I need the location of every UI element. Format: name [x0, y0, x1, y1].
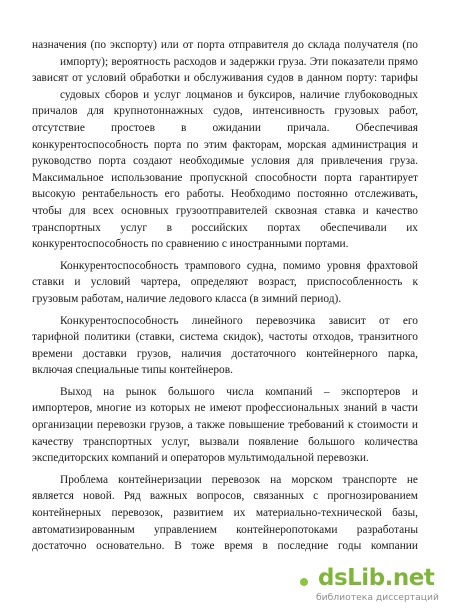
text-line: отсутствие простоев в ожидании причала. Обеспечивая [32, 121, 418, 134]
text-line: достаточно основательно. В тоже время в последние годы компании [32, 540, 418, 553]
text-line: экспедиторских компаний и операторов мультимодальной перевозки. [32, 452, 369, 465]
text-line: качеству транспортных услуг, вызвали появление большого количества [32, 435, 418, 448]
watermark [312, 562, 440, 608]
text-line: высокую рентабельность его работы. Необходимо постоянно отслеживать, [32, 188, 418, 201]
text-line: тарифной политики (ставки, система скидок), частоты отходов, транзитного [32, 331, 418, 344]
watermark-dot-icon [300, 578, 308, 586]
text-line: Конкурентоспособность трампового судна, помимо уровня фрахтовой [60, 259, 418, 272]
text-line: Конкурентоспособность линейного перевозчика зависит от его [60, 314, 418, 327]
text-line: зависят от условий обработки и обслуживания судов в данном порту: тарифы [32, 72, 418, 85]
text-line: организации перевозки грузов, а также повышение требований к стоимости и [32, 419, 418, 432]
watermark-logo: dsLib.net [318, 565, 435, 591]
text-line: импорту); вероятность расходов и задержки груза. Эти показатели прямо [60, 55, 418, 68]
text-line: руководство порта создают необходимые условия для привлечения груза. [32, 155, 418, 168]
body-text [32, 37, 418, 555]
text-line: чтобы для всех основных грузоотправителей сквозная ставка и качество [32, 204, 418, 217]
text-line: Выход на рынок большого числа компаний – экспортеров и [60, 385, 418, 398]
text-line: конкурентоспособность по сравнению с иностранными портами. [32, 238, 349, 251]
text-line: грузовым работам, наличие ледового класса (в зимний период). [32, 292, 342, 305]
text-line: является новой. Ряд важных вопросов, связанных с прогнозированием [32, 490, 418, 503]
text-line: контейнерных перевозок, развитием их материально-технической базы, [32, 507, 418, 520]
text-line: назначения (по экспорту) или от порта отправителя до склада получателя (по [32, 39, 418, 51]
text-line: транспортных услуг в российских портах обеспечивали их [32, 221, 418, 234]
text-line: Максимальное использование пропускной способности порта гарантирует [32, 171, 418, 184]
text-line: импортеров, многие из которых не имеют профессиональных знаний в части [32, 402, 418, 415]
text-line: конкурентоспособность порта по этим факторам, морская администрация и [32, 138, 418, 151]
text-line: автоматизированным управлением контейнеропотоками разработаны [32, 523, 418, 536]
watermark-subtitle: библиотека диссертаций [316, 592, 439, 603]
text-line: причалов для крупнотоннажных судов, интенсивность грузовых работ, [32, 105, 418, 118]
text-line: включая специальные типы контейнеров. [32, 364, 233, 377]
text-line: времени доставки грузов, наличия достаточного контейнерного парка, [32, 347, 418, 360]
text-line: Проблема контейнеризации перевозок на морском транспорте не [60, 473, 418, 486]
text-line: ставки и условий чартера, определяют возраст, приспособленность к [32, 276, 418, 289]
text-line: судовых сборов и услуг лоцманов и буксиров, наличие глубоководных [60, 88, 418, 101]
